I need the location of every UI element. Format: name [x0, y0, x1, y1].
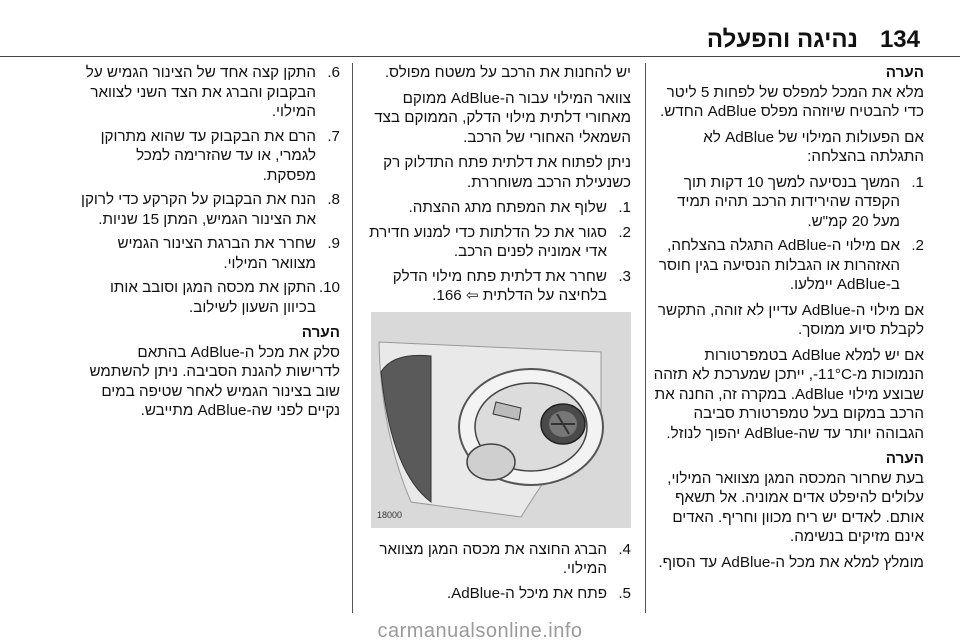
filler-drawing: [371, 312, 631, 528]
page-footer: [0, 620, 960, 642]
list-item: [80, 278, 340, 317]
list-item: [80, 63, 340, 122]
list-item-text: פתח את מיכל ה-AdBlue.: [446, 584, 607, 602]
steps-list: [367, 540, 631, 604]
list-item-number: 2.: [618, 223, 631, 241]
list-item: [367, 540, 631, 579]
paragraph: מומלץ למלא את מכל ה-AdBlue עד הסוף.: [658, 553, 924, 571]
note-text: סלק את מכל ה-AdBlue בהתאם לדרישות להגנת הסביבה. ניתן להשתמש שוב בצינור הגמיש לאחר שטיפה במים נקיים לפני שה-AdBlue מתייבש.: [89, 343, 340, 419]
list-item: [652, 173, 924, 232]
paragraph: אם יש למלא AdBlue בטמפרטורות הנמוכות מ-11°C-, ייתכן שמערכת לא תזהה שבוצע מילוי AdBlue. במקרה זה, החנה את הרכב במקום בעל טמפרטורת סביבה הגבוהה יותר עד שה-AdBlue יהפוך לנוזל.: [653, 346, 924, 442]
steps-list: [652, 173, 924, 295]
list-item-number: 6.: [327, 64, 340, 81]
note-text: מלא את המכל למפלס של לפחות 5 ליטר כדי להבטיח שיוזהה מפלס AdBlue החדש.: [659, 83, 924, 120]
header-rule: [0, 56, 960, 57]
note-text: בעת שחרור המכסה המגן מצוואר המילוי, עלולים להיפלט אדים אמוניה. אל תשאף אותם. לאדים יש ריח מכוון וחריף. האדים אינם מזיקים בנשימה.: [667, 469, 924, 545]
list-item-number: 2.: [911, 237, 924, 254]
watermark: carmanualsonline.info: [377, 620, 583, 642]
list-item-number: 1.: [911, 173, 924, 191]
note-title: הערה: [301, 324, 340, 341]
column-right: [652, 63, 924, 578]
list-item-text: המשך בנסיעה למשך 10 דקות תוך הקפדה שהירידות הרכב תהיה תמיד מעל 20 קמ"ש.: [677, 173, 900, 230]
paragraph: אם הפעולות המילוי של AdBlue לא התגלתה בהצלחה:: [703, 128, 924, 165]
list-item-number: 5.: [618, 584, 631, 602]
list-item: [80, 127, 340, 186]
list-item-text: הנח את הבקבוק על הקרקע כדי לרוקן את הצינור הגמיש, המתן 15 שניות.: [81, 191, 316, 228]
paragraph: יש להחנות את הרכב על משטח מפולס.: [384, 64, 631, 81]
list-item-text: הברג החוצה את מכסה המגן מצוואר המילוי.: [379, 540, 607, 577]
list-item: [367, 584, 631, 604]
list-item-text: שלוף את המפתח מתג ההצתה.: [408, 199, 607, 216]
steps-list: [80, 63, 340, 317]
illustration-code: 18000: [377, 510, 403, 520]
list-item-text: סגור את כל הדלתות כדי למנוע חדירת אדי אמוניה לפנים הרכב.: [369, 223, 607, 260]
list-item-text: שחרר את דלתית פתח מילוי הדלק בלחיצה על הדלתית ⇦ 166.: [392, 267, 607, 304]
list-item-text: התקן את מכסה המגן וסובב אותו בכיוון השעון לשילוב.: [109, 279, 316, 316]
paragraph: ניתן לפתוח את דלתית פתח התדלוק רק כשנעילת הרכב משוחררת.: [383, 154, 631, 191]
list-item-number: 1.: [618, 199, 631, 216]
page-number: 134: [879, 26, 920, 53]
list-item: [652, 236, 924, 295]
list-item-number: 3.: [618, 267, 631, 285]
note-title: הערה: [885, 450, 924, 467]
steps-list: [367, 198, 631, 306]
list-item-text: שחרר את הברגת הצינור הגמיש מצוואר המילוי.: [117, 235, 316, 272]
list-item-text: אם מילוי ה-AdBlue התגלה בהצלחה, האזהרות או הגבלות הנסיעה בגין חוסר ב-AdBlue יימלעו.: [658, 237, 900, 293]
column-middle: [367, 63, 631, 609]
column-divider-left: [352, 63, 353, 613]
list-item-number: 10.: [318, 279, 340, 296]
list-item-number: 7.: [327, 127, 340, 145]
list-item: [80, 190, 340, 229]
list-item: [80, 234, 340, 273]
paragraph: אם מילוי ה-AdBlue עדיין לא זוהה, התקשר לקבלת סיוע ממוסך.: [657, 301, 924, 338]
column-left: [80, 63, 340, 427]
list-item-number: 4.: [618, 540, 631, 558]
paragraph: צוואר המילוי עבור ה-AdBlue ממוקם מאחורי דלתית מילוי הדלק, הממוקם בצד השמאלי האחורי של הרכב.: [374, 89, 631, 146]
fuel-filler-illustration: [371, 312, 631, 528]
list-item: [367, 223, 631, 262]
list-item-text: התקן קצה אחד של הצינור הגמיש על הבקבוק והברג את הצד השני לצוואר המילוי.: [85, 64, 316, 120]
chapter-title: נהיגה והפעלה: [706, 26, 858, 53]
list-item-text: הרם את הבקבוק עד שהוא מתרוקן לגמרי, או עד שהזרימה למכל מפסקת.: [100, 127, 316, 184]
column-divider-right: [645, 63, 646, 613]
list-item-number: 8.: [327, 191, 340, 208]
note-title: הערה: [885, 64, 924, 81]
list-item-number: 9.: [327, 235, 340, 252]
list-item: [367, 198, 631, 218]
list-item: [367, 267, 631, 306]
page-header: [0, 0, 960, 58]
